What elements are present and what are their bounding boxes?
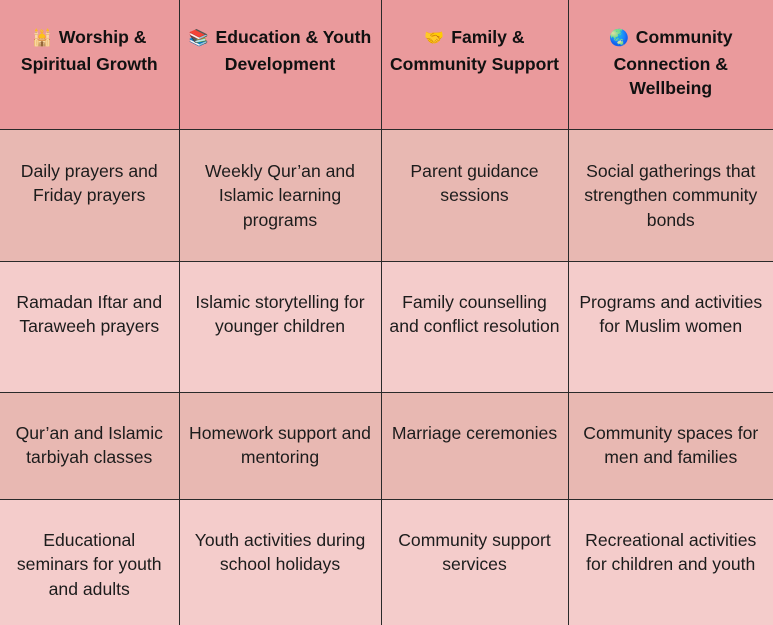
table-cell: Marriage ceremonies [381,392,568,499]
table-cell: Social gatherings that strengthen community bonds [568,129,773,261]
header-title: Education & Youth Development [215,27,372,74]
books-icon: 📚 [188,30,209,47]
header-worship [0,0,179,129]
header-title: Family & Community Support [389,27,560,74]
table-row [0,392,773,499]
header-title: Community Connection & Wellbeing [613,27,733,98]
table-cell: Qur’an and Islamic tarbiyah classes [0,392,179,499]
table-row [0,261,773,392]
mosque-icon: 🕌 [32,30,52,47]
header-family [381,0,568,129]
table-row [0,129,773,261]
header-row [0,0,773,129]
header-title: Worship & Spiritual Growth [20,27,158,74]
table-row [0,499,773,625]
table-cell: Community support services [381,499,568,625]
table-cell: Homework support and mentoring [179,392,381,499]
table-cell: Youth activities during school holidays [179,499,381,625]
table-cell: Family counselling and conflict resolution [381,261,568,392]
table-cell: Community spaces for men and families [568,392,773,499]
table-cell: Weekly Qur’an and Islamic learning programs [179,129,381,261]
handshake-icon: 🤝 [424,30,445,47]
table-cell: Recreational activities for children and youth [568,499,773,625]
globe-icon: 🌏 [608,30,629,47]
table-cell: Parent guidance sessions [381,129,568,261]
table-cell: Daily prayers and Friday prayers [0,129,179,261]
table-cell: Educational seminars for youth and adults [0,499,179,625]
table-cell: Programs and activities for Muslim women [568,261,773,392]
table-cell: Islamic storytelling for younger children [179,261,381,392]
header-community [568,0,773,129]
header-education [179,0,381,129]
table-cell: Ramadan Iftar and Taraweeh prayers [0,261,179,392]
